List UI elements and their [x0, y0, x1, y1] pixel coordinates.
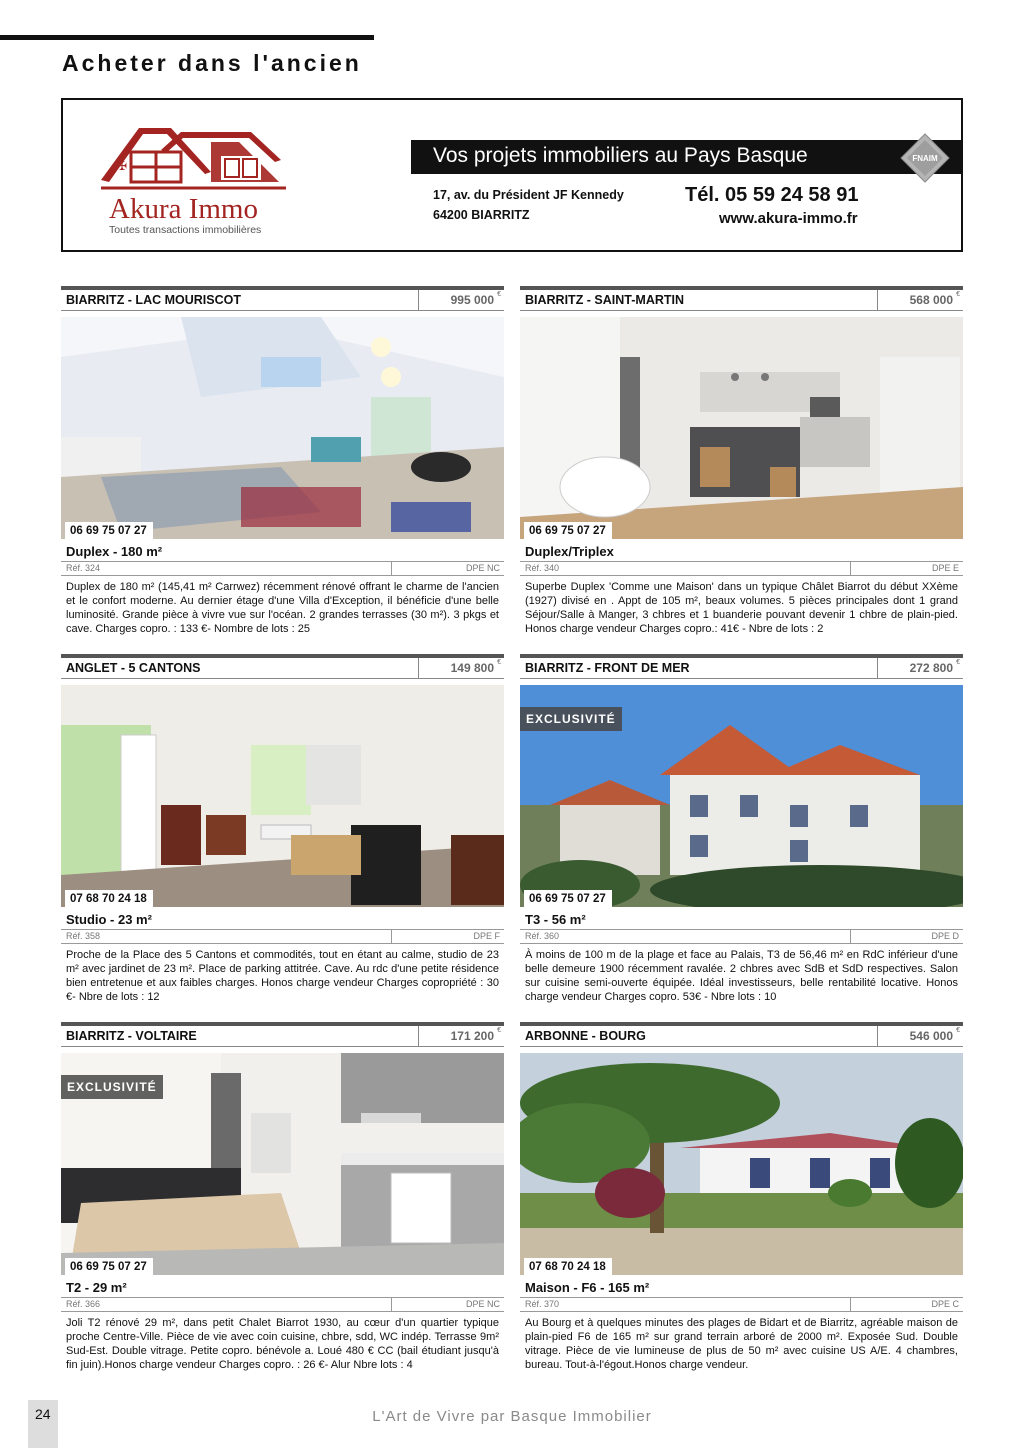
listing-price-box — [877, 1026, 963, 1046]
listing-header — [520, 286, 963, 311]
listing-title: Duplex/Triplex — [525, 544, 614, 559]
listing-header — [520, 1022, 963, 1047]
currency-symbol: € — [956, 291, 960, 298]
listing-ref: Réf. 360 — [525, 931, 560, 941]
listing-phone: 07 68 70 24 18 — [524, 1258, 612, 1275]
listing-photo[interactable] — [61, 685, 504, 907]
listing-ref-row — [61, 929, 504, 944]
listing-photo[interactable] — [61, 317, 504, 539]
fnaim-badge-icon — [899, 132, 951, 184]
listing-price-box — [418, 1026, 504, 1046]
listing-phone: 06 69 75 07 27 — [524, 522, 612, 539]
divider — [391, 1298, 392, 1311]
listing-ref: Réf. 358 — [66, 931, 101, 941]
listing-card[interactable] — [61, 654, 504, 1004]
listing-title: Maison - F6 - 165 m² — [525, 1280, 650, 1295]
listing-price-box — [877, 290, 963, 310]
listing-photo[interactable] — [520, 1053, 963, 1275]
section-title: Acheter dans l'ancien — [62, 50, 362, 76]
listing-ref: Réf. 324 — [66, 563, 101, 573]
fnaim-label: FNAIM — [912, 154, 938, 163]
listing-photo[interactable] — [61, 1053, 504, 1275]
listing-price-box — [418, 658, 504, 678]
listing-city: BIARRITZ - LAC MOURISCOT — [66, 293, 241, 307]
listing-title: Studio - 23 m² — [66, 912, 152, 927]
divider — [850, 562, 851, 575]
listing-photo[interactable] — [520, 317, 963, 539]
listing-price: 171 200 — [450, 1029, 494, 1043]
listing-ref: Réf. 340 — [525, 563, 560, 573]
listing-price: 149 800 — [450, 661, 494, 675]
agency-banner — [411, 140, 963, 174]
exclusivity-badge: EXCLUSIVITÉ — [520, 707, 622, 731]
listing-price: 272 800 — [909, 661, 953, 675]
agency-phone: Tél. 05 59 24 58 91 — [685, 184, 859, 206]
listing-title: T3 - 56 m² — [525, 912, 586, 927]
currency-symbol: € — [956, 659, 960, 666]
listing-dpe: DPE F — [473, 931, 500, 941]
listing-city: BIARRITZ - VOLTAIRE — [66, 1029, 197, 1043]
listing-ref-row — [61, 561, 504, 576]
listing-description: À moins de 100 m de la plage et face au Palais, T3 de 56,46 m² en RdC inférieur d'une belle demeure 1900 récemment ravalée. 2 chbres avec SdB et SdD respectives. Salon sur cuisine semi-ouverte équipée. Idéal investisseurs, belle rentabilité locative. Honos charge vendeur Charges copro. 53€ - Nbre lots : 10 — [525, 949, 958, 1003]
listing-city: ARBONNE - BOURG — [525, 1029, 646, 1043]
agency-address-line2: 64200 BIARRITZ — [433, 208, 530, 222]
listing-header — [520, 654, 963, 679]
listing-city: ANGLET - 5 CANTONS — [66, 661, 201, 675]
listing-description: Joli T2 rénové 29 m², dans petit Chalet Biarrot 1930, au cœur d'un quartier typique proche Centre-Ville. Pièce de vie avec coin cuisine, chbre, sdd, WC indép. Terrasse 9m² Sud-Est. Double vitrage. Petite copro. bénévole a. Loué 480 € CC (bail étudiant jusqu'à fin juin).Honos charge vendeur Charges copro. : 26 €- Alur Nbre lots : 4 — [66, 1317, 499, 1371]
listing-description: Superbe Duplex 'Comme une Maison' dans un typique Châlet Biarrot du début XXème (1927) divisé en . Appt de 105 m², beaux volumes. 5 pièces principales dont 1 grand Séjour/Salle à Manger, 3 chbres et 1 buanderie pouvant devenir 1 chbre de plain-pied. Honos charge vendeur Charges copro.: 41€ - Nbre de lots : 2 — [525, 581, 958, 635]
listing-description: Duplex de 180 m² (145,41 m² Carrwez) récemment rénové offrant le charme de l'ancien et le confort moderne. Au dernier étage d'une Villa d'Exception, il bénéficie d'une belle luminosité. Grande pièce à vivre vue sur l'océan. 2 grandes terrasses (30 m²). 3 pkgs et cave. Charges copro. : 133 €- Nombre de lots : 25 — [66, 581, 499, 635]
listing-card[interactable] — [520, 286, 963, 636]
divider — [850, 1298, 851, 1311]
agency-website[interactable]: www.akura-immo.fr — [719, 210, 858, 227]
currency-symbol: € — [956, 1027, 960, 1034]
listing-description: Proche de la Place des 5 Cantons et commodités, tout en étant au calme, studio de 23 m² avec jardinet de 23 m². Place de parking attitrée. Cave. Au rdc d'une petite résidence bien entretenue et aux faibles charges. Honos charge vendeur Charges copropriété : 30 €- Nbre de lots : 12 — [66, 949, 499, 1003]
listing-dpe: DPE NC — [465, 563, 500, 573]
listing-ref: Réf. 370 — [525, 1299, 560, 1309]
divider — [391, 930, 392, 943]
currency-symbol: € — [497, 291, 501, 298]
listing-price: 546 000 — [909, 1029, 953, 1043]
listing-card[interactable] — [61, 1022, 504, 1372]
banner-text: Vos projets immobiliers au Pays Basque — [433, 144, 808, 167]
listing-header — [61, 286, 504, 311]
listing-city: BIARRITZ - SAINT-MARTIN — [525, 293, 685, 307]
listing-price: 568 000 — [909, 293, 953, 307]
listing-price-box — [877, 658, 963, 678]
listing-ref: Réf. 366 — [66, 1299, 101, 1309]
listing-dpe: DPE C — [931, 1299, 959, 1309]
listing-price-box — [418, 290, 504, 310]
listing-ref-row — [520, 929, 963, 944]
listing-card[interactable] — [520, 654, 963, 1004]
top-rule — [0, 35, 374, 40]
exclusivity-badge: EXCLUSIVITÉ — [61, 1075, 163, 1099]
listing-city: BIARRITZ - FRONT DE MER — [525, 661, 690, 675]
listing-phone: 06 69 75 07 27 — [65, 1258, 153, 1275]
listing-header — [61, 654, 504, 679]
listing-dpe: DPE E — [931, 563, 959, 573]
listing-photo[interactable] — [520, 685, 963, 907]
listing-card[interactable] — [61, 286, 504, 636]
listing-phone: 06 69 75 07 27 — [524, 890, 612, 907]
currency-symbol: € — [497, 1027, 501, 1034]
agency-tagline: Toutes transactions immobilières — [109, 224, 262, 236]
listing-ref-row — [61, 1297, 504, 1312]
agency-ad — [61, 98, 963, 252]
listing-dpe: DPE NC — [465, 1299, 500, 1309]
listing-card[interactable] — [520, 1022, 963, 1372]
listing-description: Au Bourg et à quelques minutes des plages de Bidart et de Biarritz, agréable maison de plain-pied F6 de 165 m² sur grand terrain arboré de 2000 m². Exposée Sud. Double vitrage. Pièce de vie lumineuse de plus de 50 m² avec cuisine US A/E. 4 chambres, bureau. Tout-à-l'égout.Honos charge vendeur. — [525, 1317, 958, 1371]
divider — [391, 562, 392, 575]
agency-logo-name: Akura Immo — [109, 193, 258, 225]
currency-symbol: € — [497, 659, 501, 666]
svg-text:✠: ✠ — [117, 159, 128, 173]
listing-phone: 06 69 75 07 27 — [65, 522, 153, 539]
page-footer: L'Art de Vivre par Basque Immobilier — [372, 1408, 652, 1425]
listing-header — [61, 1022, 504, 1047]
listing-price: 995 000 — [450, 293, 494, 307]
listing-ref-row — [520, 1297, 963, 1312]
divider — [850, 930, 851, 943]
listing-dpe: DPE D — [931, 931, 959, 941]
page-number: 24 — [35, 1406, 51, 1422]
listing-title: T2 - 29 m² — [66, 1280, 127, 1295]
listing-phone: 07 68 70 24 18 — [65, 890, 153, 907]
agency-address-line1: 17, av. du Président JF Kennedy — [433, 188, 624, 202]
listing-title: Duplex - 180 m² — [66, 544, 163, 559]
listing-ref-row — [520, 561, 963, 576]
